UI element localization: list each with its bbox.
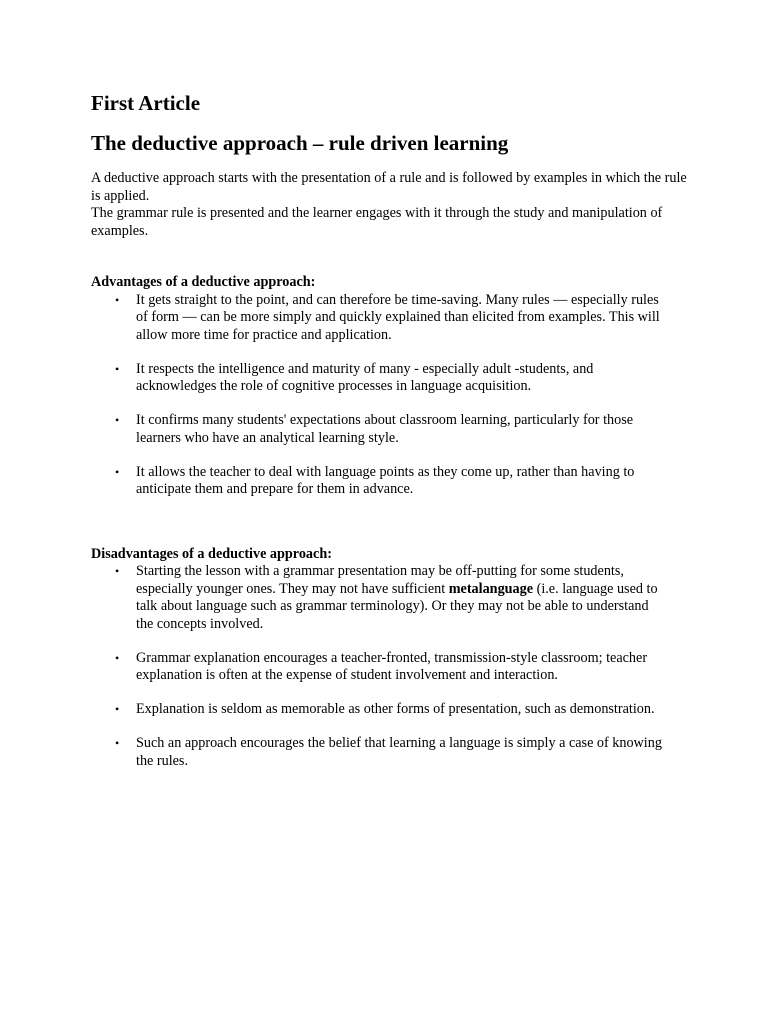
advantages-list (91, 292, 691, 499)
list-item (91, 650, 666, 685)
intro-line: The grammar rule is presented and the learner engages with it through the study and manipulation of examples. (91, 205, 663, 239)
bullet-icon: • (115, 292, 120, 307)
metalanguage-term: metalanguage (448, 580, 534, 597)
list-item (91, 412, 666, 447)
list-item (91, 563, 666, 633)
bullet-icon: • (115, 413, 120, 427)
list-item (91, 464, 666, 499)
list-item (91, 701, 666, 719)
article-label: First Article (91, 91, 201, 115)
bullet-icon: • (115, 702, 120, 716)
list-item-text: Such an approach encourages the belief that learning a language is simply a case of knowing the rules. (136, 735, 662, 769)
document-page (91, 88, 691, 770)
bullet-icon: • (115, 564, 120, 578)
intro-paragraph (91, 170, 691, 240)
advantages-heading: Advantages of a deductive approach: (91, 274, 316, 290)
list-item (91, 361, 666, 396)
list-item (91, 735, 666, 770)
list-item-text: It respects the intelligence and maturity of many - especially adult -students, and acknowledges the role of cognitive processes in language acquisition. (136, 360, 594, 394)
disadvantages-list (91, 563, 691, 770)
list-item (91, 292, 666, 345)
disadvantages-heading: Disadvantages of a deductive approach: (91, 545, 332, 562)
bullet-icon: • (115, 650, 120, 665)
bullet-icon: • (115, 464, 120, 479)
list-item-text: It gets straight to the point, and can therefore be time-saving. Many rules — especially rules of form — can be more simply and quickly explained than elicited from examples. This will allow more time for practice and application. (136, 291, 660, 343)
bullet-icon: • (115, 361, 120, 376)
list-item-text: It allows the teacher to deal with language points as they come up, rather than having to anticipate them and prepare for them in advance. (136, 463, 635, 497)
list-item-text: It confirms many students' expectations about classroom learning, particularly for those learners who have an analytical learning style. (136, 412, 634, 446)
list-item-text: Starting the lesson with a grammar presentation may be off-putting for some students, especially younger ones. They may not have sufficient (136, 563, 624, 597)
bullet-icon: • (115, 736, 120, 750)
article-title: The deductive approach – rule driven learning (91, 131, 509, 155)
list-item-text: (i.e. language used to talk about language such as grammar terminology). Or they may not be able to understand the concepts involved. (136, 580, 658, 632)
list-item-text: Grammar explanation encourages a teacher-fronted, transmission-style classroom; teacher explanation is often at the expense of student involvement and interaction. (136, 649, 648, 683)
intro-line: A deductive approach starts with the presentation of a rule and is followed by examples in which the rule is applied. (91, 170, 687, 204)
list-item-text: Explanation is seldom as memorable as other forms of presentation, such as demonstration. (136, 701, 655, 717)
